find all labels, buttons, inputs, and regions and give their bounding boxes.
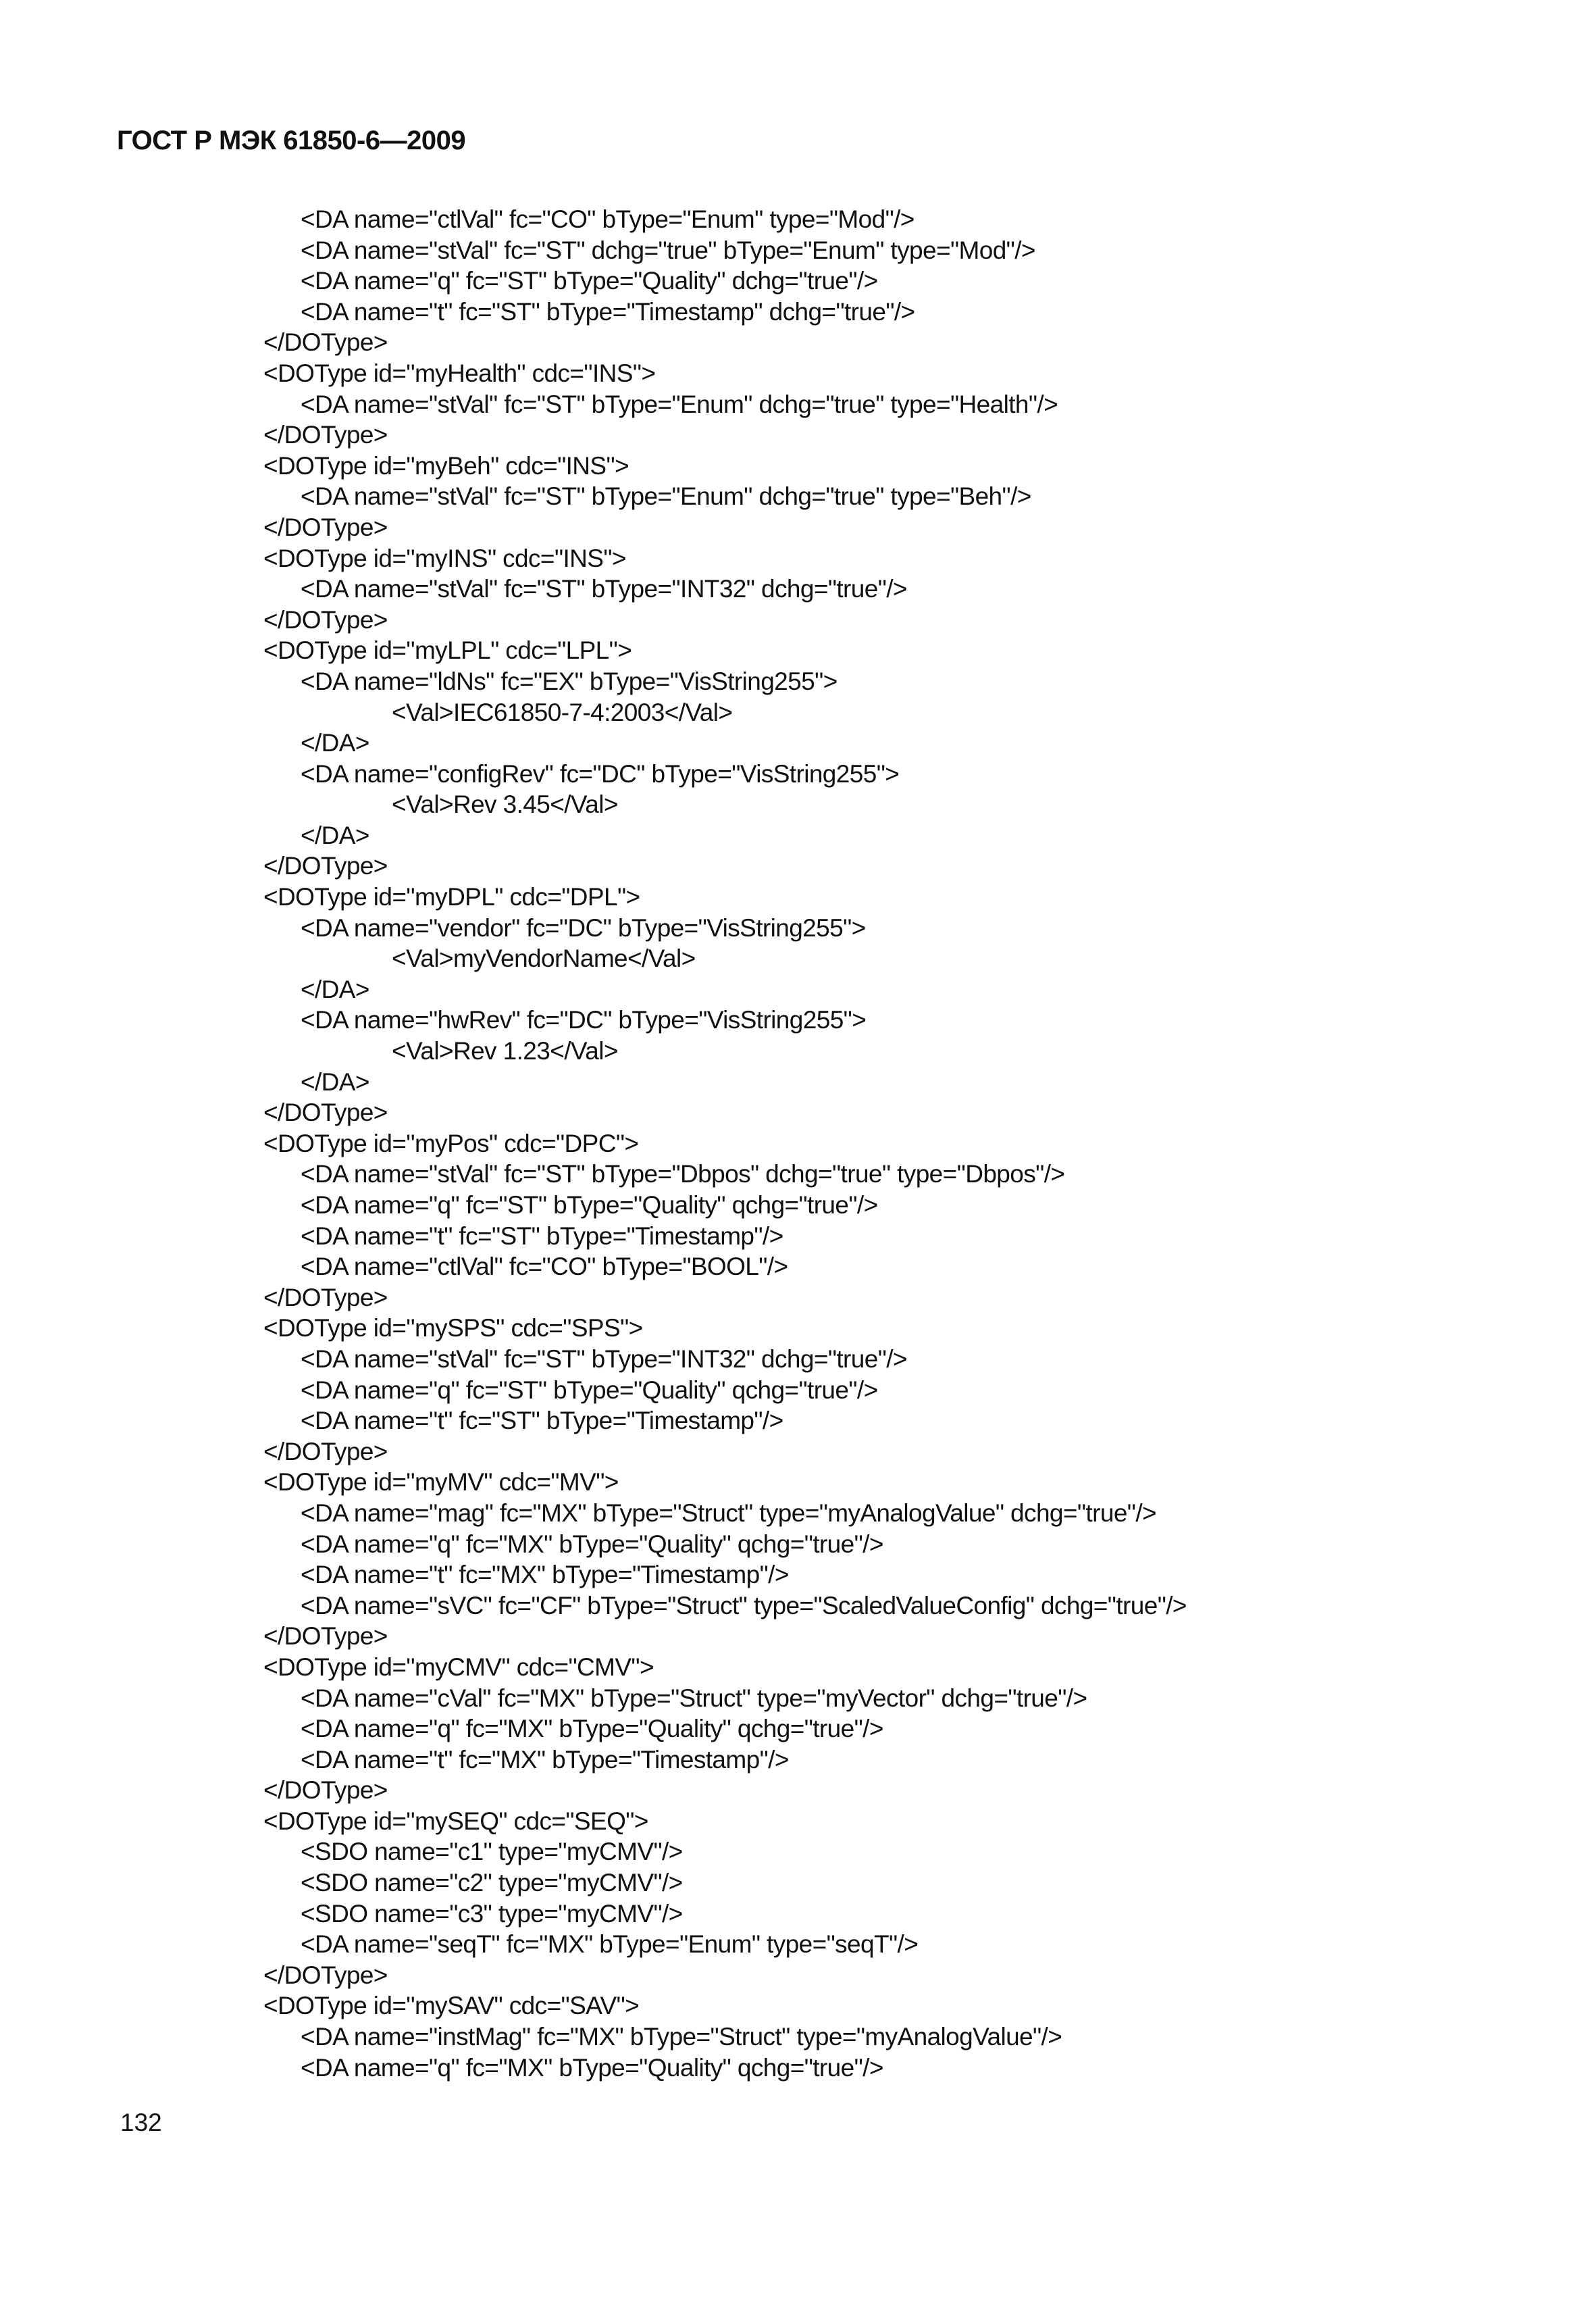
- code-line: <DA name="t" fc="MX" bType="Timestamp"/>: [301, 1561, 789, 1589]
- code-line: <DA name="stVal" fc="ST" bType="Dbpos" dchg="true" type="Dbpos"/>: [301, 1160, 1065, 1188]
- code-line: <DA name="cVal" fc="MX" bType="Struct" type="myVector" dchg="true"/>: [301, 1684, 1087, 1712]
- code-line: <DA name="ctlVal" fc="CO" bType="Enum" type="Mod"/>: [301, 205, 915, 233]
- code-line: </DOType>: [263, 328, 388, 357]
- code-line: </DOType>: [263, 605, 388, 634]
- code-line: <DOType id="myLPL" cdc="LPL">: [263, 636, 632, 665]
- code-line: <DOType id="myDPL" cdc="DPL">: [263, 883, 640, 911]
- code-line: </DA>: [301, 975, 369, 1003]
- code-line: <DA name="ldNs" fc="EX" bType="VisString255">: [301, 667, 838, 695]
- code-line: </DOType>: [263, 421, 388, 449]
- code-line: </DA>: [301, 1067, 369, 1096]
- code-line: <DOType id="myMV" cdc="MV">: [263, 1468, 619, 1496]
- code-line: <Val>IEC61850-7-4:2003</Val>: [392, 698, 733, 726]
- code-line: <DA name="instMag" fc="MX" bType="Struct" type="myAnalogValue"/>: [301, 2023, 1062, 2051]
- code-line: </DOType>: [263, 852, 388, 880]
- code-line: <DA name="stVal" fc="ST" bType="INT32" dchg="true"/>: [301, 575, 907, 603]
- code-line: <DA name="configRev" fc="DC" bType="VisString255">: [301, 759, 900, 788]
- code-line: <DA name="mag" fc="MX" bType="Struct" type="myAnalogValue" dchg="true"/>: [301, 1499, 1157, 1527]
- code-line: <DA name="vendor" fc="DC" bType="VisString255">: [301, 913, 866, 942]
- code-line: <DA name="t" fc="ST" bType="Timestamp"/>: [301, 1407, 783, 1435]
- code-line: <DA name="sVC" fc="CF" bType="Struct" type="ScaledValueConfig" dchg="true"/>: [301, 1591, 1187, 1619]
- page-number: 132: [120, 2109, 162, 2136]
- code-line: <DA name="stVal" fc="ST" dchg="true" bType="Enum" type="Mod"/>: [301, 236, 1035, 264]
- code-line: <DA name="q" fc="MX" bType="Quality" qchg="true"/>: [301, 1715, 883, 1743]
- code-line: <Val>Rev 1.23</Val>: [392, 1037, 618, 1065]
- code-line: <DOType id="myINS" cdc="INS">: [263, 544, 626, 572]
- code-line: <DA name="q" fc="ST" bType="Quality" qchg="true"/>: [301, 1376, 878, 1404]
- code-line: <DA name="stVal" fc="ST" bType="INT32" dchg="true"/>: [301, 1344, 907, 1373]
- code-line: </DOType>: [263, 1776, 388, 1805]
- code-line: <SDO name="c1" type="myCMV"/>: [301, 1838, 683, 1866]
- code-line: <DA name="t" fc="MX" bType="Timestamp"/>: [301, 1745, 789, 1774]
- code-line: </DOType>: [263, 1099, 388, 1127]
- code-line: <DOType id="myHealth" cdc="INS">: [263, 359, 656, 387]
- code-line: <Val>Rev 3.45</Val>: [392, 790, 618, 819]
- code-line: <DA name="t" fc="ST" bType="Timestamp"/>: [301, 1222, 783, 1250]
- code-line: <DA name="t" fc="ST" bType="Timestamp" dchg="true"/>: [301, 297, 915, 326]
- code-line: <DA name="seqT" fc="MX" bType="Enum" type="seqT"/>: [301, 1930, 919, 1959]
- code-line: <DA name="q" fc="MX" bType="Quality" qchg="true"/>: [301, 1530, 883, 1558]
- code-line: <DA name="stVal" fc="ST" bType="Enum" dchg="true" type="Beh"/>: [301, 482, 1031, 511]
- code-line: <DOType id="mySEQ" cdc="SEQ">: [263, 1807, 648, 1835]
- code-line: <DA name="stVal" fc="ST" bType="Enum" dchg="true" type="Health"/>: [301, 390, 1058, 418]
- code-line: <DA name="q" fc="ST" bType="Quality" dchg="true"/>: [301, 267, 878, 295]
- xml-code-listing: [0, 204, 1596, 2083]
- page-header-standard: ГОСТ Р МЭК 61850-6—2009: [117, 126, 466, 155]
- code-line: </DOType>: [263, 1622, 388, 1651]
- code-line: </DOType>: [263, 1961, 388, 1989]
- code-line: <SDO name="c3" type="myCMV"/>: [301, 1899, 683, 1928]
- code-line: <DOType id="mySAV" cdc="SAV">: [263, 1992, 640, 2020]
- code-line: <DOType id="myPos" cdc="DPC">: [263, 1129, 639, 1157]
- code-line: </DA>: [301, 729, 369, 757]
- code-line: </DOType>: [263, 1437, 388, 1465]
- code-line: </DOType>: [263, 1283, 388, 1311]
- code-line: </DOType>: [263, 513, 388, 541]
- code-line: <DA name="ctlVal" fc="CO" bType="BOOL"/>: [301, 1253, 788, 1281]
- code-line: <SDO name="c2" type="myCMV"/>: [301, 1869, 683, 1897]
- code-line: <Val>myVendorName</Val>: [392, 945, 696, 973]
- code-line: <DA name="q" fc="ST" bType="Quality" qchg="true"/>: [301, 1191, 878, 1219]
- code-line: <DOType id="myBeh" cdc="INS">: [263, 451, 629, 480]
- code-line: <DA name="q" fc="MX" bType="Quality" qchg="true"/>: [301, 2053, 883, 2082]
- code-line: <DA name="hwRev" fc="DC" bType="VisString255">: [301, 1006, 867, 1034]
- code-line: <DOType id="mySPS" cdc="SPS">: [263, 1314, 643, 1342]
- code-line: </DA>: [301, 821, 369, 849]
- code-line: <DOType id="myCMV" cdc="CMV">: [263, 1653, 654, 1681]
